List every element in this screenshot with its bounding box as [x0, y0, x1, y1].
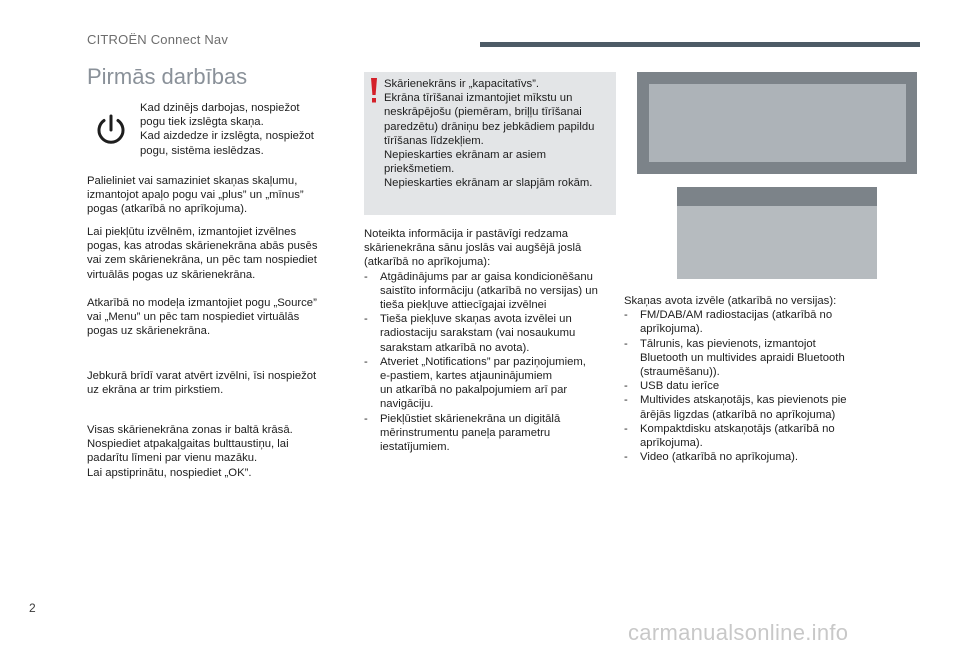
list-item: - Multivides atskaņotājs, kas pievienots pie ārējās ligzdas (atkarībā no aprīkojuma) — [624, 393, 924, 421]
three-finger-text: Jebkurā brīdī varat atvērt izvēlni, īsi nospiežot uz ekrāna ar trim pirkstiem. — [87, 370, 317, 397]
watermark: carmanualsonline.info — [628, 620, 849, 645]
header-bar — [480, 42, 920, 47]
list-item: - FM/DAB/AM radiostacijas (atkarībā no aprīkojuma). — [624, 308, 924, 336]
power-icon — [92, 111, 130, 149]
list-item: - Kompaktdisku atskaņotājs (atkarībā no aprīkojuma). — [624, 422, 924, 450]
source-button-text: Atkarībā no modeļa izmantojiet pogu „Source” vai „Menu” un pēc tam nospiediet virtuālās pogas uz skārienekrāna. — [87, 297, 317, 338]
info-block — [364, 227, 619, 454]
list-item: - Atveriet „Notifications” par paziņojumiem, e-pastiem, kartes atjauninājumiem un atkarībā no pakalpojumiem arī par navigāciju. — [364, 355, 619, 412]
menu-access-text: Lai piekļūtu izvēlnēm, izmantojiet izvēlnes pogas, kas atrodas skārienekrāna abās pusēs vai zem skārienekrāna, un pēc tam nospiediet virtuālās pogas uz skārienekrāna. — [87, 226, 318, 281]
section-title: Pirmās darbības — [87, 64, 248, 89]
page-number: 2 — [29, 601, 36, 615]
source-block — [624, 294, 924, 464]
list-item: - Tieša piekļuve skaņas avota izvēlei un radiostaciju sarakstam (vai nosaukumu sarakstam atkarībā no avota). — [364, 312, 619, 355]
exclamation-warning-icon — [369, 78, 379, 104]
touchscreen-zones-text: Visas skārienekrāna zonas ir baltā krāsā. Nospiediet atpakaļgaitas bulttaustiņu, lai padarītu līmeni par vienu mazāku. Lai apstiprinātu, nospiediet „OK”. — [87, 424, 293, 479]
power-button-text: Kad dzinējs darbojas, nospiežot pogu tiek izslēgta skaņa. Kad aizdedze ir izslēgta, nospiežot pogu, sistēma ieslēdzas. — [140, 102, 314, 157]
list-item: - USB datu ierīce — [624, 379, 924, 393]
touchscreen-illustration-inner — [649, 84, 906, 162]
warning-text: Skārienekrāns ir „kapacitatīvs”. Ekrāna tīrīšanai izmantojiet mīkstu un neskrāpējošu (piemēram, briļļu tīrīšanai paredzētu) drāniņu bez jebkādiem papildu tīrīšanas līdzekļiem. Nepieskarties ekrānam ar asiem priekšmetiem. Nepieskarties ekrānam ar slapjām rokām. — [384, 78, 595, 190]
list-item: - Piekļūstiet skārienekrāna un digitālā mērinstrumentu paneļa parametru iestatījumiem. — [364, 412, 619, 455]
touchscreen-illustration-band — [677, 206, 877, 279]
info-intro: Noteikta informācija ir pastāvīgi redzama skārienekrāna sānu joslās vai augšējā joslā (atkarībā no aprīkojuma): — [364, 228, 582, 269]
info-list — [364, 270, 619, 455]
volume-text: Palieliniet vai samaziniet skaņas skaļumu, izmantojot apaļo pogu vai „plus” un „mīnus” pogas (atkarībā no aprīkojuma). — [87, 175, 304, 216]
list-item: - Atgādinājums par ar gaisa kondicionēšanu saistīto informāciju (atkarībā no versijas) un tieša piekļuve attiecīgajai izvēlnei — [364, 270, 619, 313]
list-item: - Tālrunis, kas pievienots, izmantojot Bluetooth un multivides apraidi Bluetooth (straumēšanu)). — [624, 337, 924, 380]
source-list — [624, 308, 924, 464]
source-intro: Skaņas avota izvēle (atkarībā no versijas): — [624, 295, 837, 307]
header-title: CITROËN Connect Nav — [87, 32, 229, 47]
list-item: - Video (atkarībā no aprīkojuma). — [624, 450, 924, 464]
